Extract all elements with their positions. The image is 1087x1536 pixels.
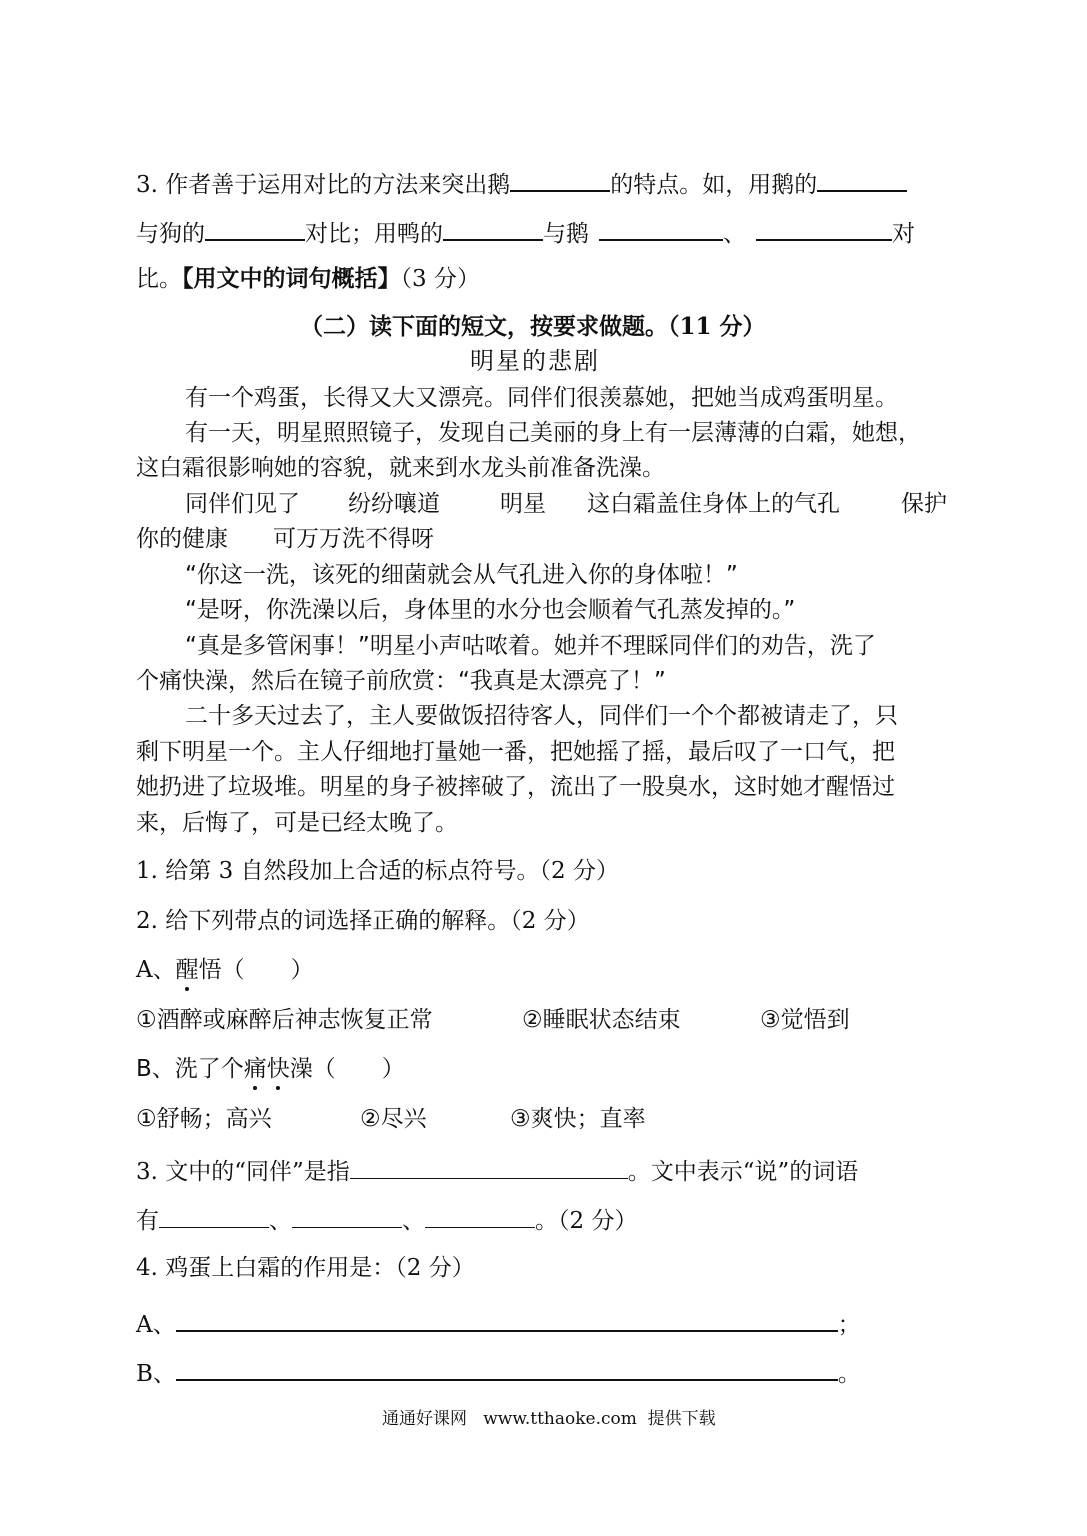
question-text: 3. 文中的“同伴”是指: [136, 1159, 350, 1185]
answer-paren[interactable]: （ ）: [221, 957, 314, 983]
q3-top-text: 对: [892, 221, 915, 247]
passage-para-7-line-2: 剩下明星一个。主人仔细地打量她一番，把她摇了摇，最后叹了一口气，把: [136, 739, 895, 765]
question-4: 4. 鸡蛋上白霜的作用是：（2 分）: [136, 1255, 475, 1281]
q3-top-text: 、: [723, 221, 746, 247]
passage-para-1: 有一个鸡蛋，长得又大又漂亮。同伴们很羡慕她，把她当成鸡蛋明星。: [185, 385, 898, 411]
question-4b: [136, 1359, 861, 1386]
option-text: ③爽快；直率: [510, 1106, 646, 1132]
question-3-line-2: [136, 1207, 637, 1233]
dotted-char: 醒: [175, 957, 199, 983]
passage-fragment: 同伴们见了: [185, 491, 300, 517]
q3-top-line-3: [136, 268, 480, 291]
q3-top-text: 对比；用鸭的: [305, 221, 443, 247]
q3-top-line-2: [136, 219, 915, 246]
option-text: ①舒畅；高兴: [136, 1106, 272, 1132]
dotted-char: 痛: [243, 1056, 267, 1082]
passage-fragment: 这白霜盖住身体上的气孔: [587, 491, 840, 517]
question-text: ；: [837, 1312, 861, 1338]
option-text: ③觉悟到: [760, 1007, 850, 1033]
passage-para-7-line-1: 二十多天过去了，主人要做饭招待客人，同伴们一个个都被请走了，只: [185, 703, 898, 729]
question-label: B、洗了个: [136, 1056, 244, 1082]
passage-para-4: “你这一洗，该死的细菌就会从气孔进入你的身体啦！”: [185, 562, 738, 588]
q3-top-score: （3 分）: [400, 266, 480, 292]
answer-blank[interactable]: [756, 219, 892, 241]
passage-para-5: “是呀，你洗澡以后，身体里的水分也会顺着气孔蒸发掉的。”: [185, 597, 796, 623]
question-label: A、: [136, 957, 176, 983]
answer-blank[interactable]: [292, 1207, 402, 1228]
passage-fragment: 纷纷嚷道: [348, 491, 440, 517]
q3-top-text: 的特点。如，用鹅的: [610, 172, 818, 198]
question-text: 。: [837, 1361, 861, 1387]
passage-fragment: 保护: [901, 491, 947, 517]
question-label: A、: [136, 1312, 176, 1338]
answer-blank[interactable]: [443, 219, 543, 241]
passage-para-2-line-1: 有一天，明星照照镜子，发现自己美丽的身上有一层薄薄的白霜，她想，: [185, 420, 921, 446]
question-3-line-1: [136, 1158, 858, 1184]
question-2a: [136, 959, 314, 982]
option-text: ②尽兴: [360, 1106, 427, 1132]
question-2b: [136, 1058, 405, 1081]
plain-char: 悟: [198, 957, 222, 983]
passage-para-7-line-4: 来，后悔了，可是已经太晚了。: [136, 810, 458, 836]
q3-top-hint: 【用文中的词句概括】: [182, 266, 401, 292]
q3-top-line-1: [136, 170, 907, 197]
answer-blank[interactable]: [350, 1158, 628, 1179]
section-heading: （二）读下面的短文，按要求做题。（11 分）: [300, 313, 766, 340]
q3-top-text: 与狗的: [136, 221, 205, 247]
q3-top-text: 比。: [136, 266, 182, 292]
answer-blank[interactable]: [599, 219, 723, 241]
answer-blank[interactable]: [510, 170, 610, 192]
passage-para-2-line-2: 这白霜很影响她的容貌，就来到水龙头前准备洗澡。: [136, 455, 665, 481]
question-text: 、: [402, 1208, 425, 1234]
dotted-char: 快: [266, 1056, 290, 1082]
question-label: B、: [136, 1361, 176, 1387]
passage-fragment: 可万万洗不得呀: [273, 526, 434, 552]
q3-top-text: 3. 作者善于运用对比的方法来突出鹅: [136, 172, 511, 198]
answer-blank[interactable]: [817, 170, 907, 192]
question-text: 。文中表示“说”的词语: [627, 1159, 859, 1185]
q3-top-text: 与鹅: [543, 221, 589, 247]
option-text: ②睡眠状态结束: [522, 1007, 681, 1033]
passage-fragment: 你的健康: [136, 526, 228, 552]
answer-blank[interactable]: [159, 1207, 269, 1228]
answer-blank[interactable]: [205, 219, 305, 241]
question-text: 有: [136, 1208, 159, 1234]
page-footer: 通通好课网 www.tthaoke.com 提供下载: [382, 1409, 716, 1429]
passage-fragment: 明星: [500, 491, 546, 517]
passage-title: 明星的悲剧: [470, 347, 600, 375]
answer-paren[interactable]: 澡（ ）: [289, 1056, 405, 1082]
question-text: 。（2 分）: [535, 1208, 638, 1234]
option-text: ①酒醉或麻醉后神志恢复正常: [136, 1007, 433, 1033]
passage-para-6-line-1: “真是多管闲事！”明星小声咕哝着。她并不理睬同伴们的劝告，洗了: [185, 633, 876, 659]
answer-line[interactable]: [176, 1359, 838, 1381]
passage-para-6-line-2: 个痛快澡，然后在镜子前欣赏：“我真是太漂亮了！”: [136, 668, 666, 694]
answer-blank[interactable]: [425, 1207, 535, 1228]
question-4a: [136, 1310, 861, 1337]
question-1: 1. 给第 3 自然段加上合适的标点符号。（2 分）: [136, 858, 619, 884]
answer-line[interactable]: [176, 1310, 838, 1332]
question-2: 2. 给下列带点的词选择正确的解释。（2 分）: [136, 908, 590, 934]
question-text: 、: [269, 1208, 292, 1234]
passage-para-7-line-3: 她扔进了垃圾堆。明星的身子被摔破了，流出了一股臭水，这时她才醒悟过: [136, 774, 895, 800]
